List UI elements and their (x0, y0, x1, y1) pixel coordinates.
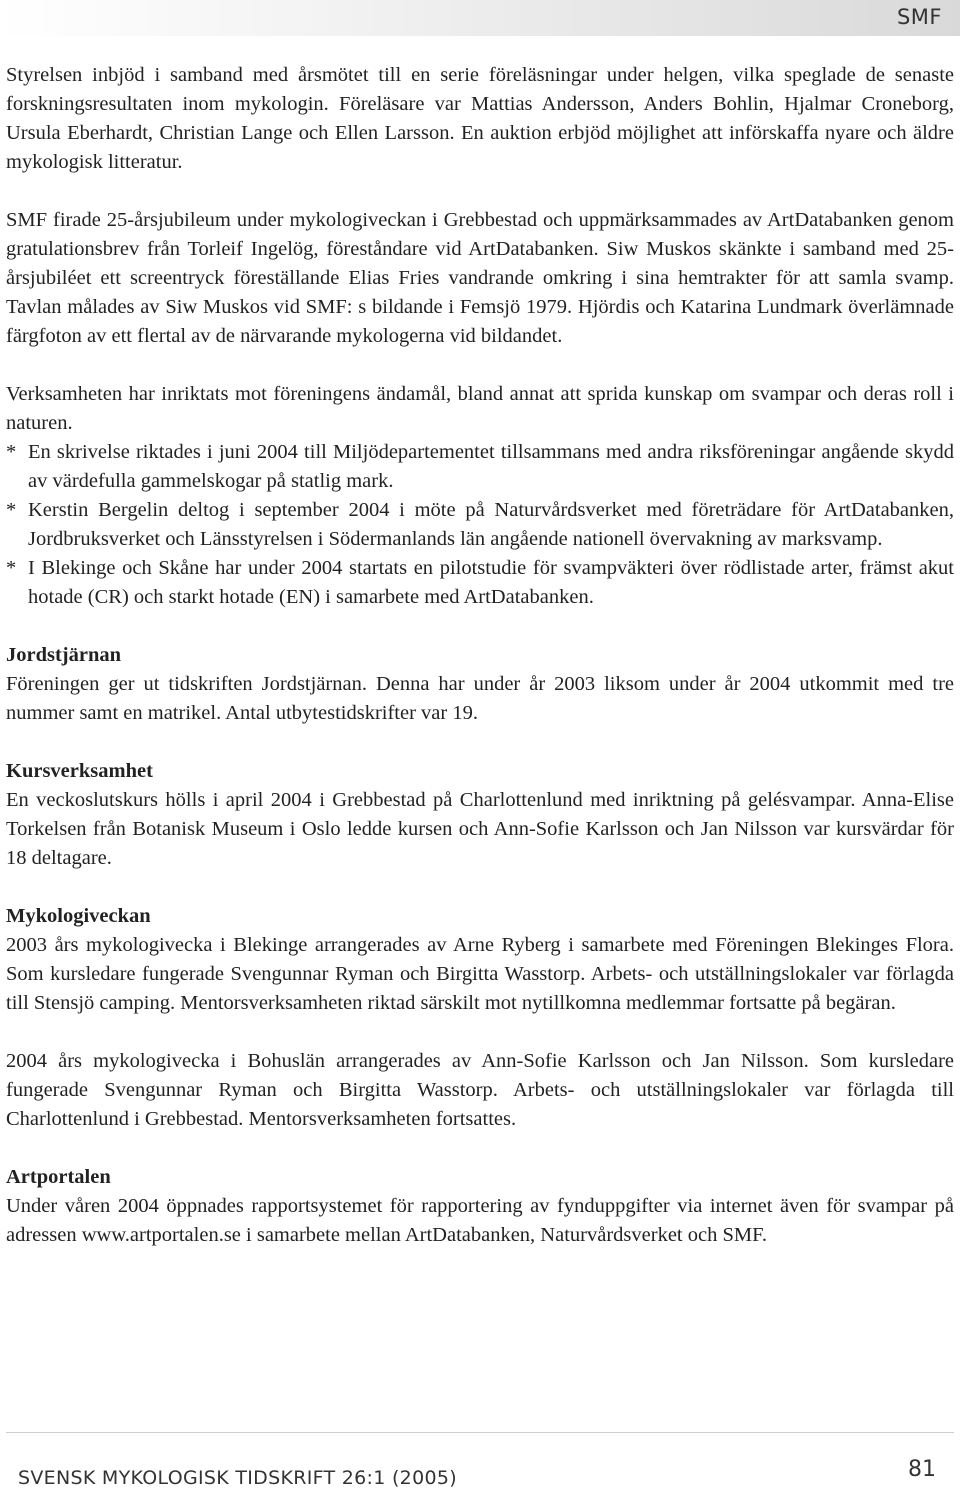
paragraph-artportalen: Under våren 2004 öppnades rapportsystemet för rapportering av fynduppgifter via internet även för svampar på adressen www.artportalen.se i samarbete mellan ArtDatabanken, Naturvårdsverket och SMF. (6, 1195, 954, 1246)
bullet-text: Kerstin Bergelin deltog i september 2004 i möte på Naturvårdsverket med företrädare för ArtDatabanken, Jordbruksverket och Länsstyrelsen i Södermanlands län angående nationell övervakning av marksvamp. (28, 499, 954, 550)
bullet-marker: * (6, 499, 17, 521)
footer-divider (6, 1432, 954, 1433)
paragraph-lectures: Styrelsen inbjöd i samband med årsmötet till en serie föreläsningar under helgen, vilka speglade de senaste forskningsresultaten inom mykologin. Föreläsare var Mattias Andersson, Anders Bohlin, Hjalmar Croneborg, Ursula Eberhardt, Christian Lange och Ellen Larsson. En auktion erbjöd möjlighet att införskaffa nyare och äldre mykologisk litteratur. (6, 64, 954, 173)
section-heading-kursverksamhet: Kursverksamhet (6, 760, 153, 782)
bullet-text: En skrivelse riktades i juni 2004 till Miljödepartementet tillsammans med andra riksföreningar angående skydd av värdefulla gammelskogar på statlig mark. (28, 441, 954, 492)
bullet-item (6, 438, 954, 496)
section-heading-jordstjarnan: Jordstjärnan (6, 644, 122, 666)
header-bar (0, 0, 960, 36)
running-header: SMF (896, 5, 942, 29)
section-heading-mykologiveckan: Mykologiveckan (6, 905, 151, 927)
paragraph-kursverksamhet: En veckoslutskurs hölls i april 2004 i Grebbestad på Charlottenlund med inriktning på gelésvampar. Anna-Elise Torkelsen från Botanisk Museum i Oslo ledde kursen och Ann-Sofie Karlsson och Jan Nilsson var kursvärdar för 18 deltagare. (6, 789, 954, 869)
article-body (6, 61, 954, 1250)
bullet-marker: * (6, 441, 17, 463)
page-number: 81 (908, 1457, 936, 1482)
bullet-text: I Blekinge och Skåne har under 2004 startats en pilotstudie för svampväkteri över rödlistade arter, främst akut hotade (CR) och starkt hotade (EN) i samarbete med ArtDatabanken. (28, 557, 954, 608)
paragraph-activities: Verksamheten har inriktats mot föreningens ändamål, bland annat att sprida kunskap om svampar och deras roll i naturen. (6, 383, 954, 434)
paragraph-mykologiveckan-2003: 2003 års mykologivecka i Blekinge arrangerades av Arne Ryberg i samarbete med Föreningen Blekinges Flora. Som kursledare fungerade Svengunnar Ryman och Birgitta Wasstorp. Arbets- och utställningslokaler var förlagda till Stensjö camping. Mentorsverksamheten riktad särskilt mot nytillkomna medlemmar fortsatte på begäran. (6, 934, 954, 1014)
bullet-item (6, 496, 954, 554)
paragraph-jubilee: SMF firade 25-årsjubileum under mykologiveckan i Grebbestad och uppmärksammades av ArtDatabanken genom gratulationsbrev från Torleif Ingelög, föreståndare vid ArtDatabanken. Siw Muskos skänkte i samband med 25-årsjubiléet ett screentryck föreställande Elias Fries vandrande omkring i sina hemtrakter för att samla svamp. Tavlan målades av Siw Muskos vid SMF: s bildande i Femsjö 1979. Hjördis och Katarina Lundmark överlämnade färgfoton av ett flertal av de närvarande mykologerna vid bildandet. (6, 209, 954, 347)
bullet-item (6, 554, 954, 612)
paragraph-mykologiveckan-2004: 2004 års mykologivecka i Bohuslän arrangerades av Ann-Sofie Karlsson och Jan Nilsson. Som kursledare fungerade Svengunnar Ryman och Birgitta Wasstorp. Arbets- och utställningslokaler var förlagda till Charlottenlund i Grebbestad. Mentorsverksamheten fortsattes. (6, 1050, 954, 1130)
paragraph-jordstjarnan: Föreningen ger ut tidskriften Jordstjärnan. Denna har under år 2003 liksom under år 2004 utkommit med tre nummer samt en matrikel. Antal utbytestidskrifter var 19. (6, 673, 954, 724)
section-heading-artportalen: Artportalen (6, 1166, 111, 1188)
journal-citation: SVENSK MYKOLOGISK TIDSKRIFT 26:1 (2005) (18, 1467, 457, 1489)
bullet-marker: * (6, 557, 17, 579)
